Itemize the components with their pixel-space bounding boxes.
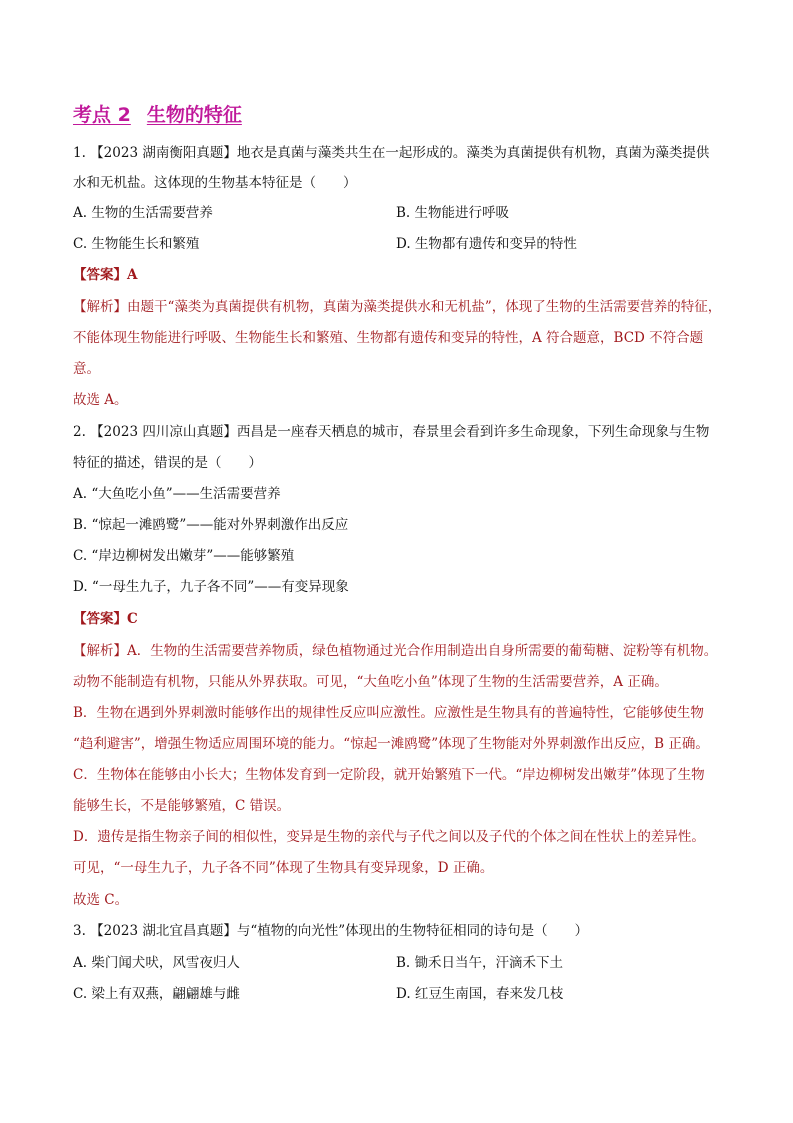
q2-analysis-line7: D．遗传是指生物亲子间的相似性，变异是生物的亲代与子代之间以及子代的个体之间在性状上的差异性。 bbox=[73, 829, 705, 845]
q3-option-c: C. 梁上有双燕，翩翩雄与雌 bbox=[73, 986, 240, 1002]
q2-analysis-line1: 【解析】A．生物的生活需要营养物质，绿色植物通过光合作用制造出自身所需要的葡萄糖、淀粉等有机物。 bbox=[73, 643, 718, 659]
q1-option-c: C. 生物能生长和繁殖 bbox=[73, 236, 200, 252]
section-number: 考点 2 bbox=[73, 104, 131, 126]
section-title bbox=[73, 100, 242, 127]
q1-answer: 【答案】A bbox=[73, 267, 138, 283]
q1-analysis-line1: 【解析】由题干“藻类为真菌提供有机物，真菌为藻类提供水和无机盐”，体现了生物的生活需要营养的特征， bbox=[73, 299, 722, 315]
q2-option-d: D. “一母生九子，九子各不同”——有变异现象 bbox=[73, 579, 349, 595]
q3-stem-line1: 3. 【2023 湖北宜昌真题】与“植物的向光性”体现出的生物特征相同的诗句是（ ） bbox=[73, 923, 589, 939]
q2-analysis-line8: 可见，“一母生九子，九子各不同”体现了生物具有变异现象，D 正确。 bbox=[73, 860, 494, 876]
q1-option-d: D. 生物都有遗传和变异的特性 bbox=[396, 236, 577, 252]
q3-option-b: B. 锄禾日当午，汗滴禾下土 bbox=[396, 955, 564, 971]
q1-option-b: B. 生物能进行呼吸 bbox=[396, 205, 510, 221]
section-heading: 生物的特征 bbox=[146, 104, 242, 126]
q2-option-b: B. “惊起一滩鸥鹭”——能对外界刺激作出反应 bbox=[73, 517, 349, 533]
q1-analysis-line2: 不能体现生物能进行呼吸、生物能生长和繁殖、生物都有遗传和变异的特性，A 符合题意，BCD 不符合题 bbox=[73, 330, 704, 346]
q2-analysis-line3: B．生物在遇到外界刺激时能够作出的规律性反应叫应激性。应激性是生物具有的普遍特性，它能够使生物 bbox=[73, 705, 704, 721]
q2-analysis-line5: C．生物体在能够由小长大；生物体发育到一定阶段，就开始繁殖下一代。“岸边柳树发出嫩芽”体现了生物 bbox=[73, 767, 705, 783]
q2-analysis-line6: 能够生长，不是能够繁殖，C 错误。 bbox=[73, 798, 291, 814]
q2-option-c: C. “岸边柳树发出嫩芽”——能够繁殖 bbox=[73, 548, 295, 564]
q2-stem-line2: 特征的描述，错误的是（ ） bbox=[73, 455, 262, 471]
q2-option-a: A. “大鱼吃小鱼”——生活需要营养 bbox=[73, 486, 281, 502]
q2-choose: 故选 C。 bbox=[73, 892, 129, 908]
q1-stem-line2: 水和无机盐。这体现的生物基本特征是（ ） bbox=[73, 175, 357, 191]
q2-stem-line1: 2. 【2023 四川凉山真题】西昌是一座春天栖息的城市，春景里会看到许多生命现象，下列生命现象与生物 bbox=[73, 424, 710, 440]
q2-analysis-line2: 动物不能制造有机物，只能从外界获取。可见，“大鱼吃小鱼”体现了生物的生活需要营养，A 正确。 bbox=[73, 674, 668, 690]
q2-answer: 【答案】C bbox=[73, 611, 138, 627]
q1-stem-line1: 1. 【2023 湖南衡阳真题】地衣是真菌与藻类共生在一起形成的。藻类为真菌提供有机物，真菌为藻类提供 bbox=[73, 145, 710, 161]
q1-option-a: A. 生物的生活需要营养 bbox=[73, 205, 213, 221]
q1-analysis-line3: 意。 bbox=[73, 361, 100, 377]
q1-choose: 故选 A。 bbox=[73, 392, 128, 408]
q2-analysis-line4: “趋利避害”，增强生物适应周围环境的能力。“惊起一滩鸥鹭”体现了生物能对外界刺激作出反应，B 正确。 bbox=[73, 736, 709, 752]
q3-option-d: D. 红豆生南国，春来发几枝 bbox=[396, 986, 564, 1002]
q3-option-a: A. 柴门闻犬吠，风雪夜归人 bbox=[73, 955, 240, 971]
